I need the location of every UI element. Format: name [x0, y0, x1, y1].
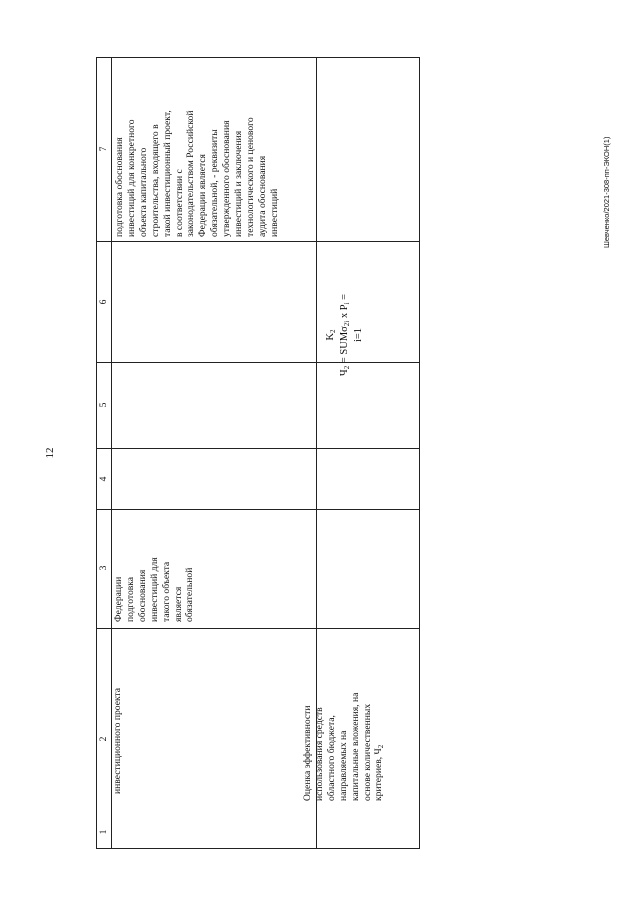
row2-cell-2: Оценка эффективности использования средств областного бюджета, направляемых на капитальные вложения, на основе количественных критериев, $Ч_2$	[302, 692, 386, 801]
column-header-3: 3	[98, 565, 109, 571]
efficiency-formula	[325, 275, 365, 395]
row1-cell-3: Федерации подготовка обоснования инвестиций для такого объекта является обязательной	[113, 557, 196, 622]
row1-cell-7: подготовка обоснования инвестиций для конкретного объекта капитального строительства, входящего в такой инвестиционный проект, в соответствии с законодательством Российской Федерации является обязательной, - реквизиты утвержденного обоснования инвестиций и заключения технологического и ценового аудита обоснования инвестиций	[114, 110, 280, 237]
document-code: Шевченко/2021-308-пп-ЭКОН(1)	[602, 136, 611, 248]
column-header-4: 4	[98, 476, 109, 482]
table-divider	[96, 448, 420, 449]
table-divider	[96, 509, 420, 510]
column-header-1: 1	[98, 829, 109, 835]
column-header-6: 6	[98, 299, 109, 305]
page-number: 12	[44, 447, 56, 459]
column-header-5: 5	[98, 402, 109, 408]
formula-lower-limit: i=1	[353, 327, 364, 343]
table-divider	[96, 628, 420, 629]
formula-main: $Ч_2 = SUM\sigma_{2i}$ x $P_i$ =	[339, 293, 351, 377]
table-divider	[96, 362, 420, 363]
row1-cell-2: инвестиционного проекта	[112, 687, 123, 794]
column-header-2: 2	[98, 736, 109, 742]
formula-upper-limit: $K_2$	[325, 329, 337, 341]
column-header-7: 7	[98, 146, 109, 152]
table-divider	[96, 241, 420, 242]
